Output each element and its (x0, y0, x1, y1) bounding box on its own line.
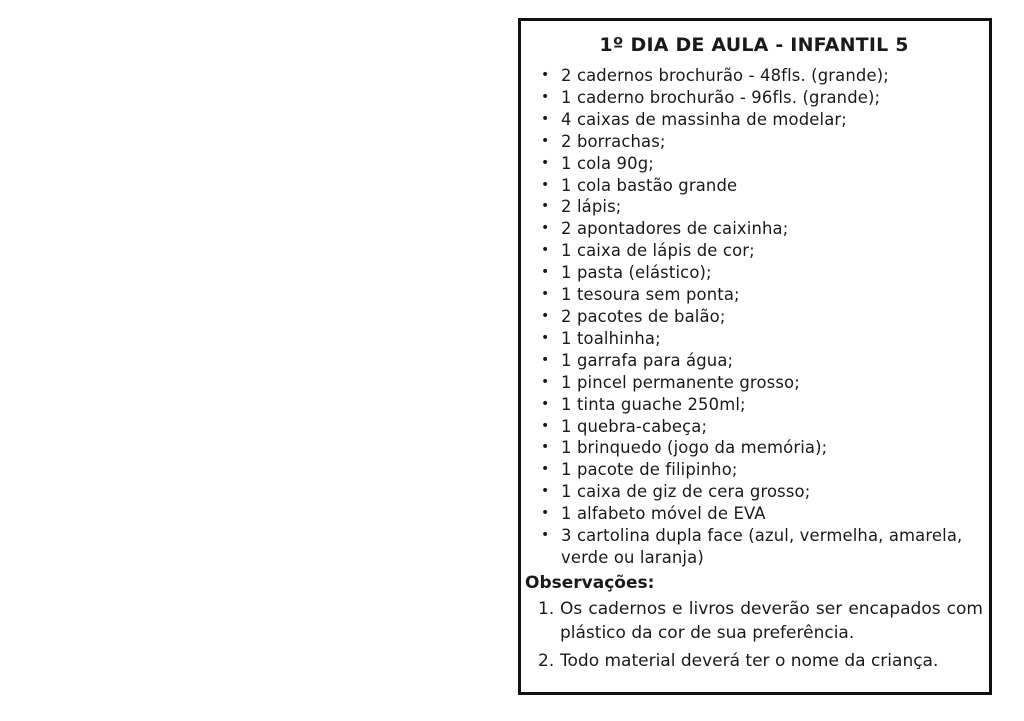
list-item: • 1 brinquedo (jogo da memória); (541, 438, 828, 458)
bullet-icon: • (541, 417, 550, 434)
list-item: • 3 cartolina dupla face (azul, vermelha, amarela, verde ou laranja) (541, 526, 963, 567)
bullet-icon: • (541, 395, 550, 412)
bullet-icon: • (541, 264, 550, 281)
list-item: • 2 cadernos brochurão - 48fls. (grande); (541, 66, 889, 85)
list-item: • 4 caixas de massinha de modelar; (541, 109, 847, 129)
observation-text: Os cadernos e livros deverão ser encapados com plástico da cor de sua preferência. (560, 598, 983, 643)
bullet-icon: • (541, 373, 550, 390)
bullet-icon: • (541, 198, 550, 215)
list-item: • 1 tesoura sem ponta; (541, 285, 740, 305)
bullet-icon: • (541, 439, 550, 456)
list-item: • 1 toalhinha; (541, 328, 661, 348)
bullet-icon: • (541, 307, 550, 324)
bullet-icon: • (541, 154, 550, 171)
list-item: • 2 pacotes de balão; (541, 306, 726, 326)
list-item: • 1 caixa de lápis de cor; (541, 241, 755, 261)
bullet-icon: • (541, 176, 550, 193)
list-item: • 1 garrafa para água; (541, 350, 734, 370)
list-item: • 1 cola bastão grande (541, 175, 738, 195)
list-item: • 1 quebra-cabeça; (541, 416, 708, 436)
bullet-icon: • (541, 527, 550, 544)
observation-item (538, 649, 983, 673)
list-item: • 1 pincel permanente grosso; (541, 372, 800, 392)
observation-number: 2. (538, 650, 555, 671)
bullet-icon: • (541, 110, 550, 127)
observations-list (525, 597, 983, 673)
supply-list (525, 65, 983, 569)
page-title: 1º DIA DE AULA - INFANTIL 5 (599, 34, 909, 56)
list-item: • 1 caderno brochurão - 96fls. (grande); (541, 87, 881, 107)
bullet-icon: • (541, 483, 550, 500)
observation-item (538, 597, 983, 645)
list-item: • 1 pasta (elástico); (541, 263, 712, 283)
bullet-icon: • (541, 67, 550, 83)
list-item: • 1 alfabeto móvel de EVA (541, 504, 766, 524)
bullet-icon: • (541, 351, 550, 368)
list-item: • 2 apontadores de caixinha; (541, 219, 789, 239)
bullet-icon: • (541, 132, 550, 149)
list-item: • 1 caixa de giz de cera grosso; (541, 482, 811, 502)
list-item: • 1 tinta guache 250ml; (541, 394, 746, 414)
list-item: • 1 pacote de filipinho; (541, 460, 738, 480)
bullet-icon: • (541, 286, 550, 303)
observations-heading: Observações: (525, 572, 655, 593)
list-item: • 2 lápis; (541, 197, 622, 217)
bullet-icon: • (541, 220, 550, 237)
list-item: • 1 cola 90g; (541, 153, 654, 173)
observation-text: Todo material deverá ter o nome da criança. (560, 650, 939, 671)
supply-list-card (518, 18, 992, 695)
bullet-icon: • (541, 329, 550, 346)
observation-number: 1. (538, 598, 555, 619)
list-item: • 2 borrachas; (541, 131, 666, 151)
bullet-icon: • (541, 505, 550, 522)
bullet-icon: • (541, 461, 550, 478)
bullet-icon: • (541, 88, 550, 105)
bullet-icon: • (541, 242, 550, 259)
